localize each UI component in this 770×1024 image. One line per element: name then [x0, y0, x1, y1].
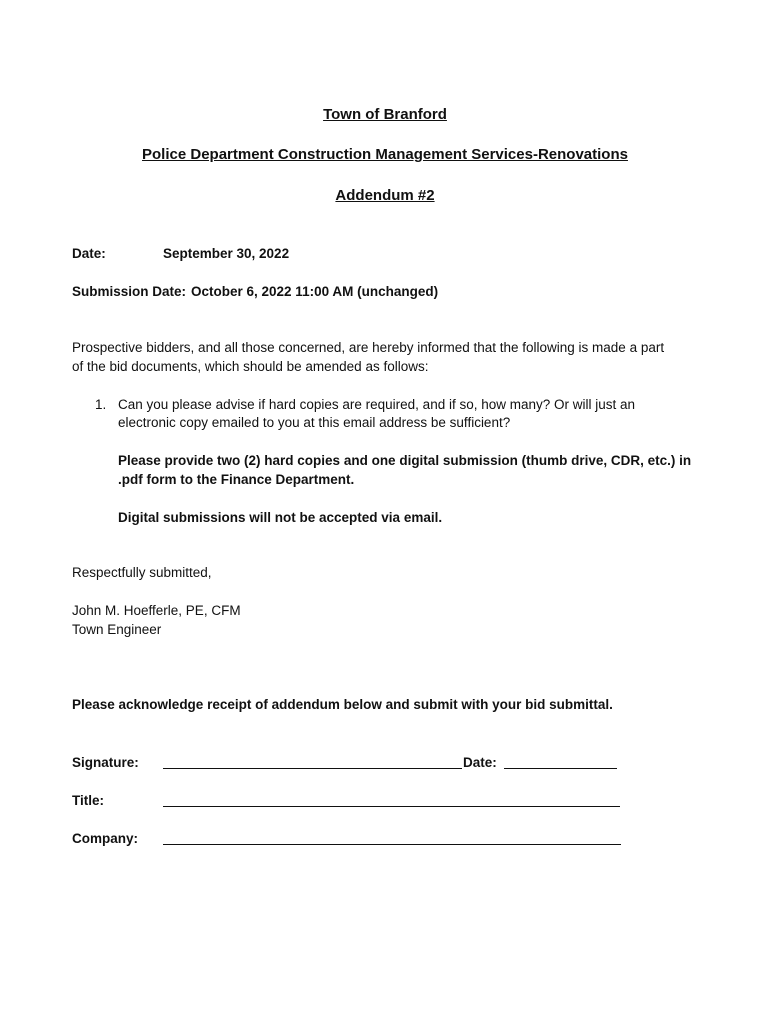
intro-line-2: of the bid documents, which should be amended as follows:: [72, 359, 429, 374]
signature-label: Signature:: [72, 755, 139, 770]
signature-field[interactable]: [163, 768, 462, 769]
signer-name: John M. Hoefferle, PE, CFM: [72, 603, 241, 618]
title-label: Title:: [72, 793, 105, 808]
addendum-number: Addendum #2: [335, 187, 435, 204]
submission-date-value: October 6, 2022 11:00 AM (unchanged): [191, 284, 439, 299]
project-title: Police Department Construction Management Services-Renovations: [142, 146, 628, 163]
company-field[interactable]: [163, 844, 621, 845]
document-title: Town of Branford: [323, 106, 447, 123]
ack-date-label: Date:: [463, 755, 497, 770]
answer-line-1: Please provide two (2) hard copies and one digital submission (thumb drive, CDR, etc.) in: [118, 453, 692, 468]
submission-date-label: Submission Date:: [72, 284, 187, 299]
date-value: September 30, 2022: [163, 246, 290, 261]
item-number: 1.: [95, 397, 107, 412]
answer-line-3: Digital submissions will not be accepted via email.: [118, 510, 443, 525]
date-label: Date:: [72, 246, 106, 261]
acknowledge-instruction: Please acknowledge receipt of addendum below and submit with your bid submittal.: [72, 697, 613, 712]
signer-title: Town Engineer: [72, 622, 162, 637]
company-label: Company:: [72, 831, 139, 846]
title-field[interactable]: [163, 806, 620, 807]
ack-date-field[interactable]: [504, 768, 617, 769]
answer-line-2: .pdf form to the Finance Department.: [118, 472, 355, 487]
intro-line-1: Prospective bidders, and all those concerned, are hereby informed that the following is made a part: [72, 340, 665, 355]
question-line-2: electronic copy emailed to you at this email address be sufficient?: [118, 415, 511, 430]
question-line-1: Can you please advise if hard copies are required, and if so, how many? Or will just an: [118, 397, 636, 412]
closing-text: Respectfully submitted,: [72, 565, 212, 580]
